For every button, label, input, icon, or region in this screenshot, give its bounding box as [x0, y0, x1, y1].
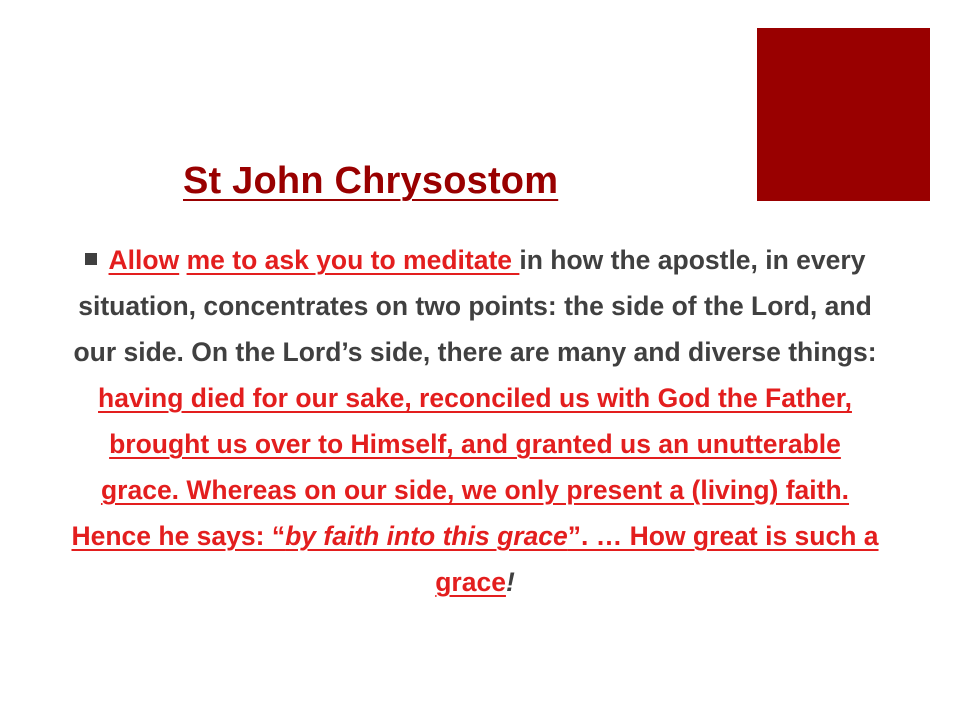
square-bullet-icon: [85, 253, 97, 265]
quote-part-grace: ”. … How great is such a grace: [435, 521, 879, 597]
accent-square: [757, 28, 930, 201]
quote-paragraph: [70, 237, 880, 605]
slide-title: St John Chrysostom: [183, 160, 559, 202]
quote-part-meditate: me to ask you to meditate: [186, 245, 520, 275]
quote-part-exclamation: !: [505, 567, 515, 597]
quote-part-citation: by faith into this grace: [285, 521, 568, 551]
quote-part-allow: Allow: [108, 245, 180, 275]
quote-part-space: [179, 245, 186, 275]
quote-part-apostle: in how the apostle, in every situation, concentrates on two points: the side of the Lord, and our side. On the Lord’s side, there are many and diverse things:: [73, 245, 877, 367]
quote-part-lords-works: having died for our sake, reconciled us with God the Father, brought us over to Himself, and granted us an unutterable grace. Whereas on our side, we only present a (living) faith. Hence he says: “: [71, 383, 852, 551]
